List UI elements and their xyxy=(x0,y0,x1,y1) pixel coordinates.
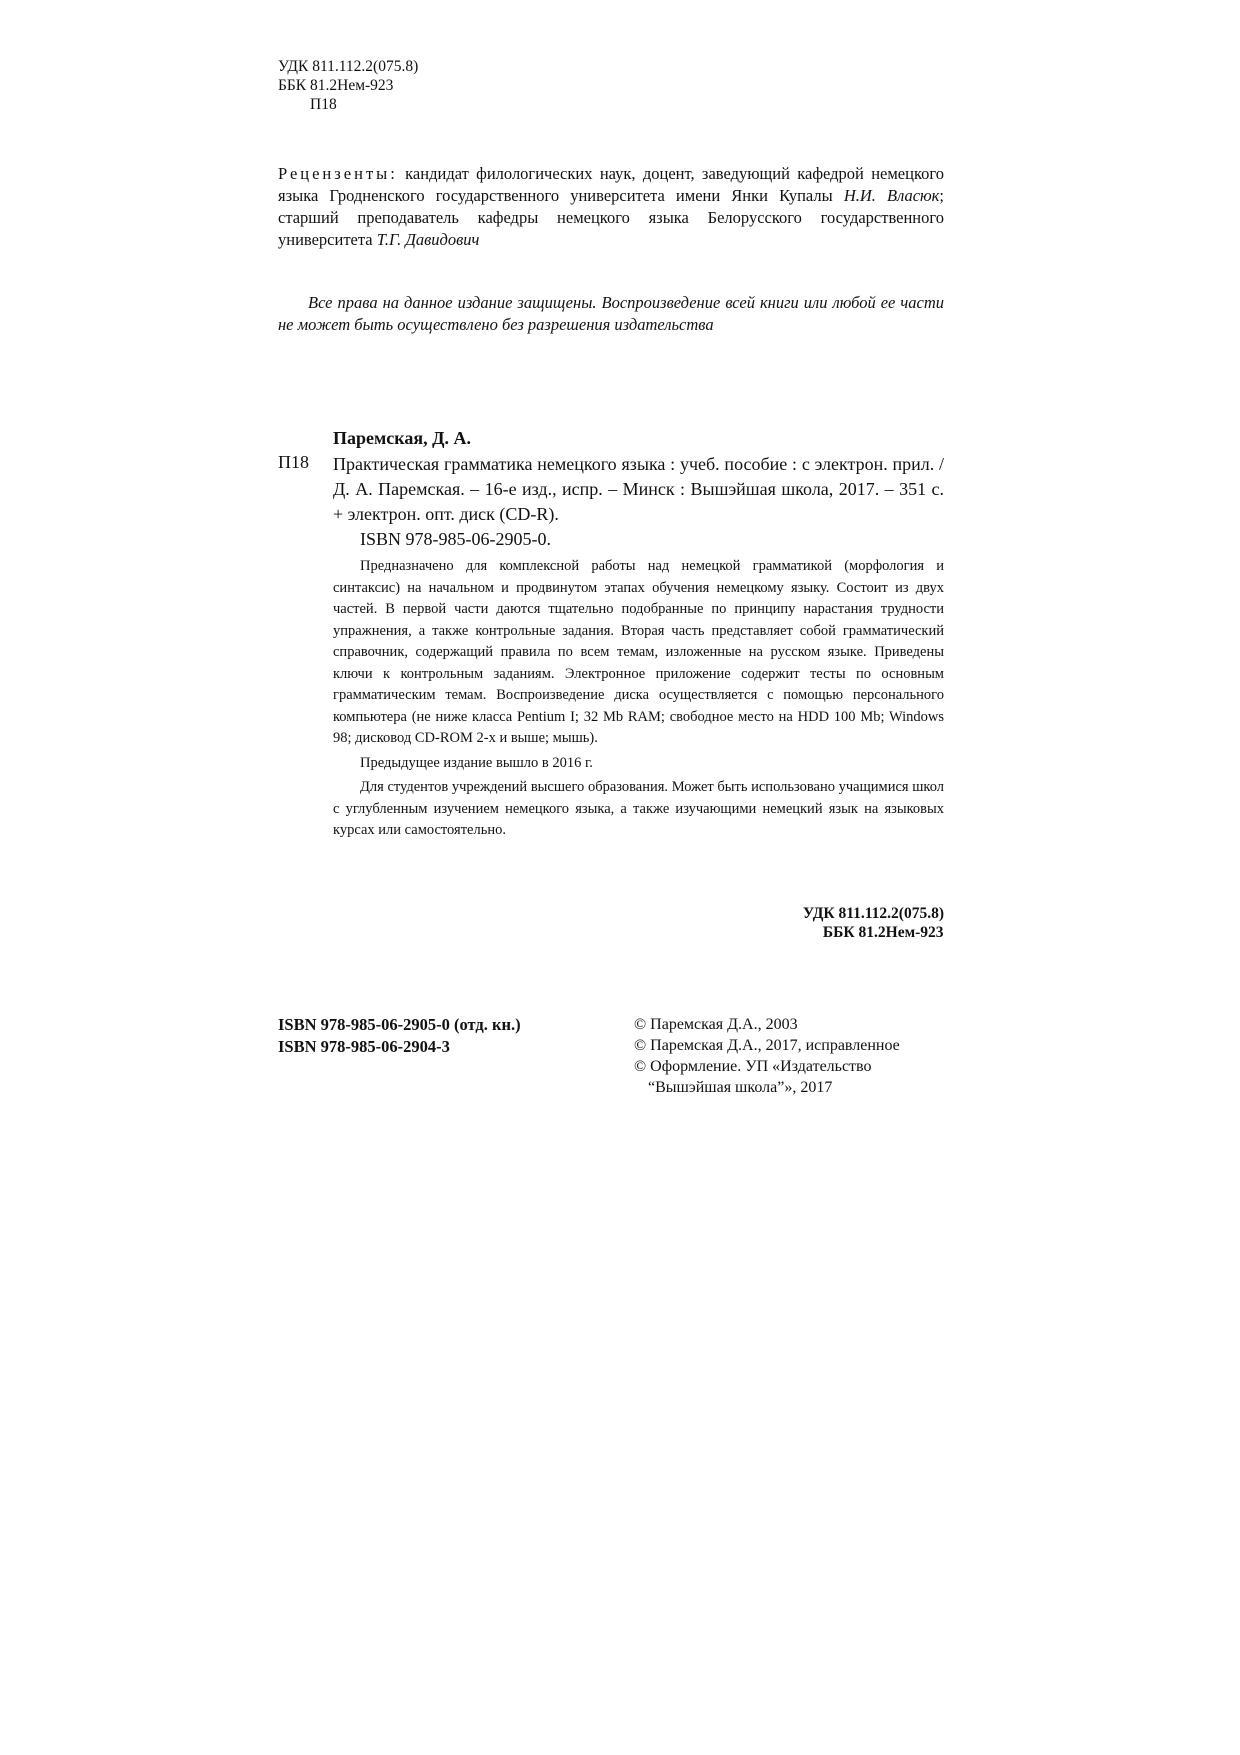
copyright-2003: © Паремская Д.А., 2003 xyxy=(634,1016,798,1033)
reviewer-name-2: Т.Г. Давидович xyxy=(376,230,480,249)
annotation-paragraph: Предназначено для комплексной работы над немецкой грамматикой (морфология и синтаксис) на начальном и продвинутом этапах обучения немецкому языку. Состоит из двух частей. В первой части даются тщательно подобранные по принципу нарастания трудности упражнения, а также контрольные задания. Вторая часть представляет собой грамматический справочник, содержащий правила по всем темам, изложенные на русском языке. Приведены ключи к контрольным заданиям. Электронное приложение содержит тесты по основным грамматическим темам. Воспроизведение диска осуществляется с помощью персонального компьютера (не ниже класса Pentium I; 32 Mb RAM; свободное место на HDD 100 Mb; Windows 98; дисковод CD-ROM 2-х и выше; мышь). xyxy=(333,558,944,746)
bbk-code-bottom: ББК 81.2Нем-923 xyxy=(822,924,944,941)
copyright-block xyxy=(634,1014,900,1098)
isbn-set: ISBN 978-985-06-2904-3 xyxy=(278,1037,450,1056)
reviewers-label: Рецензенты: xyxy=(278,164,398,183)
udk-code: УДК 811.112.2(075.8) xyxy=(278,58,419,75)
bbk-code: ББК 81.2Нем-923 xyxy=(278,77,394,94)
audience-note: Для студентов учреждений высшего образования. Может быть использовано учащимися школ с углубленным изучением немецкого языка, а также изучающими немецкий язык на языковых курсах или самостоятельно. xyxy=(333,779,944,838)
copyright-design: © Оформление. УП «Издательство xyxy=(634,1058,872,1075)
copyright-publisher: “Вышэйшая школа”», 2017 xyxy=(648,1079,833,1096)
catalog-code: П18 xyxy=(278,452,309,472)
isbn-volume: ISBN 978-985-06-2905-0 (отд. кн.) xyxy=(278,1015,521,1034)
catalog-entry xyxy=(333,452,944,552)
udk-code-bottom: УДК 811.112.2(075.8) xyxy=(802,905,944,922)
rights-notice: Все права на данное издание защищены. Воспроизведение всей книги или любой ее части не может быть осуществлено без разрешения издательства xyxy=(278,293,944,334)
previous-edition-note: Предыдущее издание вышло в 2016 г. xyxy=(360,754,593,771)
reviewers-block xyxy=(278,163,944,251)
author-mark: П18 xyxy=(310,96,337,113)
catalog-author: Паремская, Д. А. xyxy=(333,428,471,448)
reviewers-text-2: ; старший преподаватель кафедры немецкого языка Белорусского государственного университета xyxy=(278,186,944,249)
isbn-block xyxy=(278,1014,521,1058)
udk-footer xyxy=(803,904,944,942)
udk-header xyxy=(278,57,418,114)
annotation xyxy=(333,556,944,842)
reviewer-name-1: Н.И. Власюк xyxy=(843,186,940,205)
copyright-2017: © Паремская Д.А., 2017, исправленное xyxy=(634,1037,900,1054)
catalog-description: Практическая грамматика немецкого языка : учеб. пособие : с электрон. прил. / Д. А. Паремская. – 16-е изд., испр. – Минск : Вышэйшая школа, 2017. – 351 с. + электрон. опт. диск (CD-R). xyxy=(333,454,944,524)
catalog-isbn: ISBN 978-985-06-2905-0. xyxy=(360,529,551,549)
reviewers-text-1: кандидат филологических наук, доцент, заведующий кафедрой немецкого языка Гродненского государственного университета имени Янки Купалы xyxy=(278,164,944,205)
